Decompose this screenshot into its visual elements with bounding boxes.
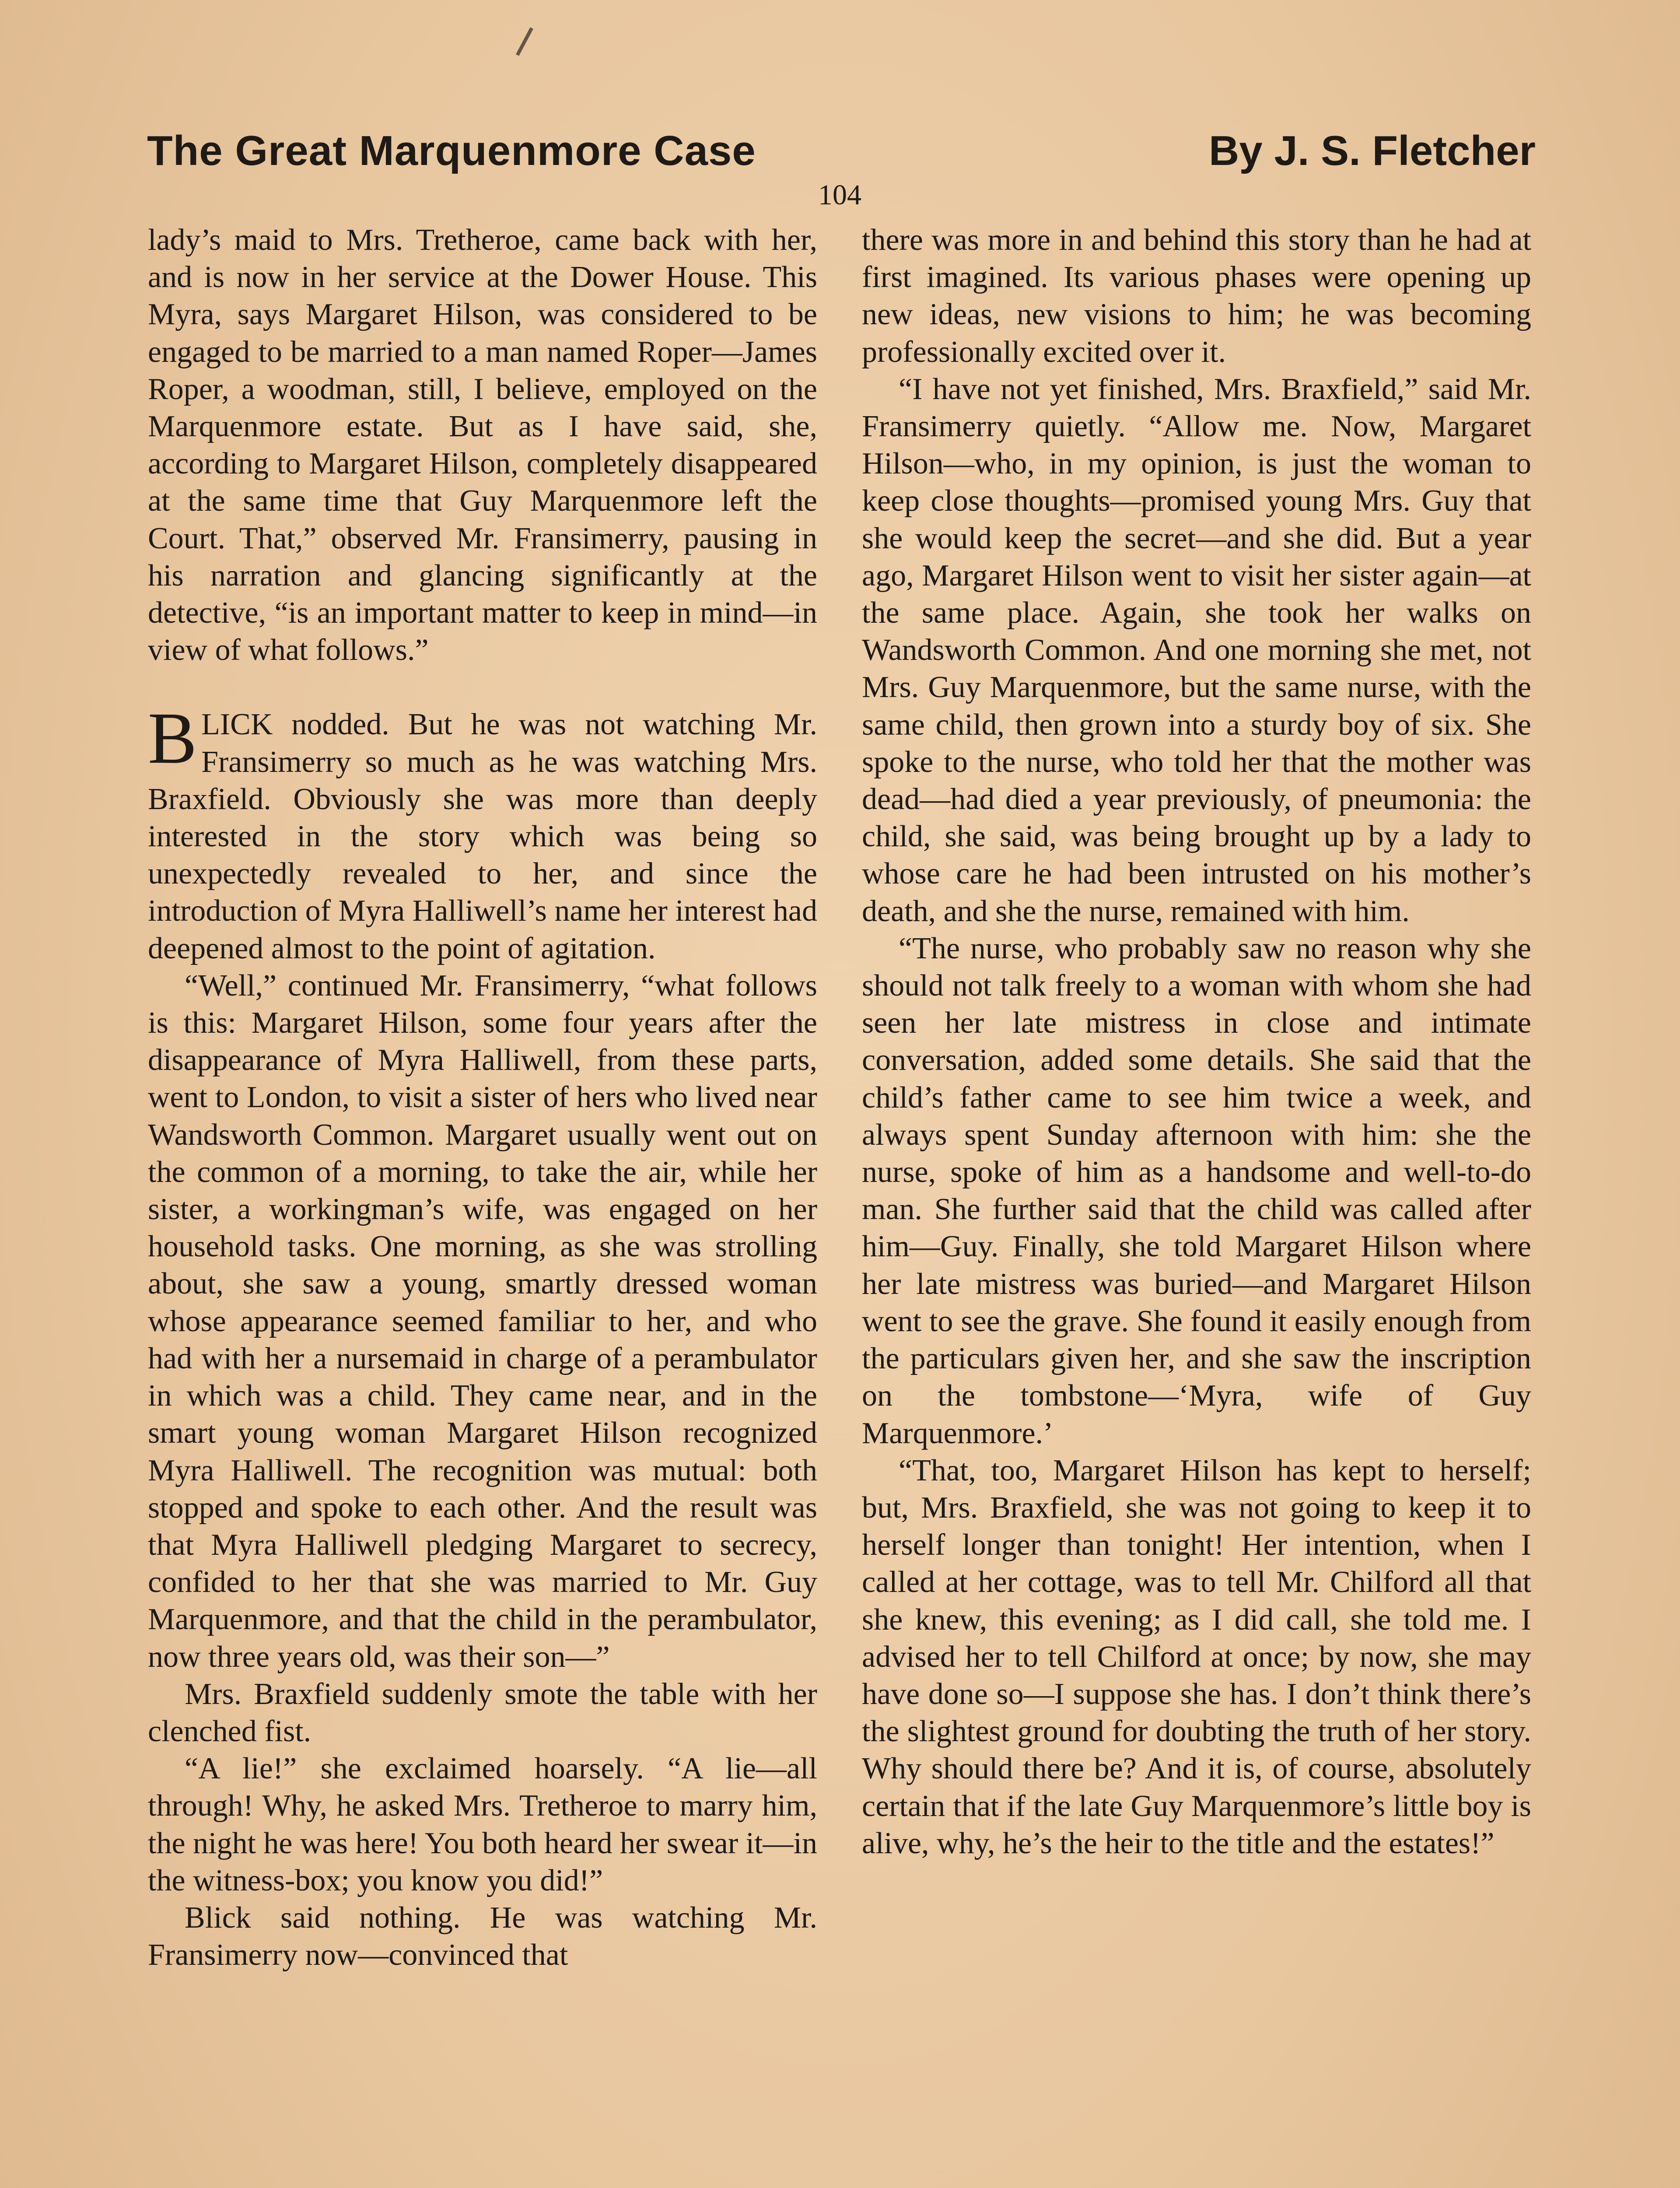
pen-mark [516, 27, 533, 56]
paragraph: “The nurse, who probably saw no reason why she should not talk freely to a woman with whom she had seen her late mistress in close and intimate conversation, added some details. She said that the child’s father came to see him twice a week, and always spent Sunday afternoon with him: she the nurse, spoke of him as a handsome and well-to-do man. She further said that the child was called after him—Guy. Finally, she told Margaret Hilson where her late mistress was buried—and Margaret Hilson went to see the grave. She found it easily enough from the particulars given her, and she saw the inscription on the tombstone—‘Myra, wife of Guy Marquenmore.’ [862, 931, 1531, 1450]
paragraph: lady’s maid to Mrs. Tretheroe, came back with her, and is now in her service at the Dower House. This Myra, says Margaret Hilson, was considered to be engaged to be married to a man named Roper—James Roper, a woodman, still, I believe, employed on the Marquenmore estate. But as I have said, she, according to Margaret Hilson, completely disappeared at the same time that Guy Marquenmore left the Court. That,” observed Mr. Fransimerry, pausing in his narration and glancing significantly at the detective, “is an important matter to keep in mind—in view of what follows.” [148, 223, 817, 667]
paragraph: “Well,” continued Mr. Fransimerry, “what follows is this: Margaret Hilson, some four years after the disappearance of Myra Halliwell, from these parts, went to London, to visit a sister of hers who lived near Wandsworth Common. Margaret usually went out on the common of a morning, to take the air, while her sister, a workingman’s wife, was engaged on her household tasks. One morning, as she was strolling about, she saw a young, smartly dressed woman whose appearance seemed familiar to her, and who had with her a nursemaid in charge of a perambulator in which was a child. They came near, and in the smart young woman Margaret Hilson recognized Myra Halliwell. The recognition was mutual: both stopped and spoke to each other. And the result was that Myra Halliwell pledging Margaret to secrecy, confided to her that she was married to Mr. Guy Marquenmore, and that the child in the perambulator, now three years old, was their son—” [148, 968, 817, 1674]
right-column [862, 221, 1531, 1862]
left-column [148, 221, 817, 1974]
paragraph-text: LICK nodded. But he was not watching Mr. Fransimerry so much as he was watching Mrs. Braxfield. Obviously she was more than deeply interested in the story which was being so unexpectedly revealed to her, and since the introduction of Myra Halliwell’s name her interest had deepened almost to the point of agitation. [148, 708, 817, 965]
paragraph: “I have not yet finished, Mrs. Braxfield,” said Mr. Fransimerry quietly. “Allow me. Now, Margaret Hilson—who, in my opinion, is just the woman to keep close thoughts—promised young Mrs. Guy that she would keep the secret—and she did. But a year ago, Margaret Hilson went to visit her sister again—at the same place. Again, she took her walks on Wandsworth Common. And one morning she met, not Mrs. Guy Marquenmore, but the same nurse, with the same child, then grown into a sturdy boy of six. She spoke to the nurse, who told her that the mother was dead—had died a year previously, of pneumonia: the child, she said, was being brought up by a lady to whose care he had been intrusted on his mother’s death, and she the nurse, remained with him. [862, 372, 1531, 928]
paragraph: Mrs. Braxfield suddenly smote the table with her clenched fist. [148, 1677, 817, 1748]
paragraph: “A lie!” she exclaimed hoarsely. “A lie—all through! Why, he asked Mrs. Tretheroe to marry him, the night he was here! You both heard her swear it—in the witness-box; you know you did!” [148, 1752, 817, 1897]
paragraph: “That, too, Margaret Hilson has kept to herself; but, Mrs. Braxfield, she was not going to keep it to herself longer than tonight! Her intention, when I called at her cottage, was to tell Mr. Chilford all that she knew, this evening; as I did call, she told me. I advised her to tell Chilford at once; by now, she may have done so—I suppose she has. I don’t think there’s the slightest ground for doubting the truth of her story. Why should there be? And it is, of course, absolutely certain that if the late Guy Marquenmore’s little boy is alive, why, he’s the heir to the title and the estates!” [862, 1453, 1531, 1860]
page-number: 104 [818, 179, 861, 211]
story-title: The Great Marquenmore Case [147, 127, 756, 174]
paragraph-dropcap [148, 698, 817, 967]
drop-cap-letter: B [148, 698, 197, 779]
author-byline: By J. S. Fletcher [1209, 127, 1536, 174]
paragraph: there was more in and behind this story than he had at first imagined. Its various phases were opening up new ideas, new visions to him; he was becoming professionally excited over it. [862, 223, 1531, 369]
paragraph: Blick said nothing. He was watching Mr. Fransimerry now—convinced that [148, 1900, 817, 1972]
